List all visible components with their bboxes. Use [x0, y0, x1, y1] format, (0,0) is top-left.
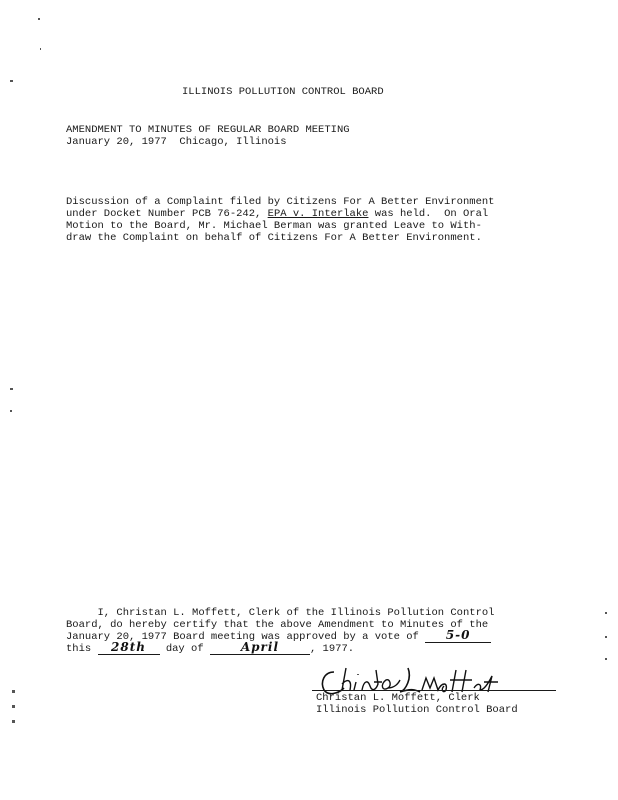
- month-handwritten: April: [240, 640, 279, 654]
- day-blank: [98, 640, 160, 655]
- scan-speck: [12, 720, 15, 723]
- case-name: EPA v. Interlake: [267, 208, 369, 220]
- scan-speck: [38, 18, 40, 20]
- document-subtitle-line-1: AMENDMENT TO MINUTES OF REGULAR BOARD MEETING: [66, 124, 350, 136]
- day-handwritten: 28th: [111, 640, 146, 654]
- certification-line-2: Board, do hereby certify that the above Amendment to Minutes of the: [66, 619, 489, 631]
- scan-speck: [10, 410, 12, 412]
- certification-line-4: [66, 640, 355, 655]
- vote-blank: [425, 628, 491, 643]
- signatory-name: Christan L. Moffett, Clerk: [316, 692, 480, 704]
- body-line-2-post: was held. On Oral: [368, 208, 489, 220]
- month-blank: [210, 640, 310, 655]
- certification-line-4-mid: day of: [159, 643, 210, 655]
- scan-speck: [12, 690, 15, 693]
- signatory-organization: Illinois Pollution Control Board: [316, 704, 518, 716]
- scan-speck: [12, 705, 15, 708]
- signature-line: [312, 690, 556, 691]
- scan-speck: [605, 612, 607, 614]
- certification-line-1: I, Christan L. Moffett, Clerk of the Illinois Pollution Control: [66, 607, 495, 619]
- body-line-2-pre: under Docket Number PCB 76-242,: [66, 208, 268, 220]
- body-line-4: draw the Complaint on behalf of Citizens For A Better Environment.: [66, 232, 482, 244]
- certification-line-4-post: , 1977.: [309, 643, 355, 655]
- scan-speck: [10, 80, 13, 82]
- document-subtitle-line-2: January 20, 1977 Chicago, Illinois: [66, 136, 287, 148]
- scan-speck: [605, 658, 607, 660]
- body-line-2: [66, 208, 488, 220]
- scan-speck: [10, 388, 13, 390]
- certification-line-3-pre: January 20, 1977 Board meeting was approved by a vote of: [66, 631, 426, 643]
- body-line-1: Discussion of a Complaint filed by Citizens For A Better Environment: [66, 196, 495, 208]
- document-header: ILLINOIS POLLUTION CONTROL BOARD: [182, 86, 384, 98]
- scan-speck: [605, 636, 607, 638]
- body-line-3: Motion to the Board, Mr. Michael Berman was granted Leave to With-: [66, 220, 482, 232]
- scan-speck: [40, 48, 41, 50]
- certification-line-4-pre: this: [66, 643, 98, 655]
- vote-handwritten: 5-0: [445, 628, 471, 642]
